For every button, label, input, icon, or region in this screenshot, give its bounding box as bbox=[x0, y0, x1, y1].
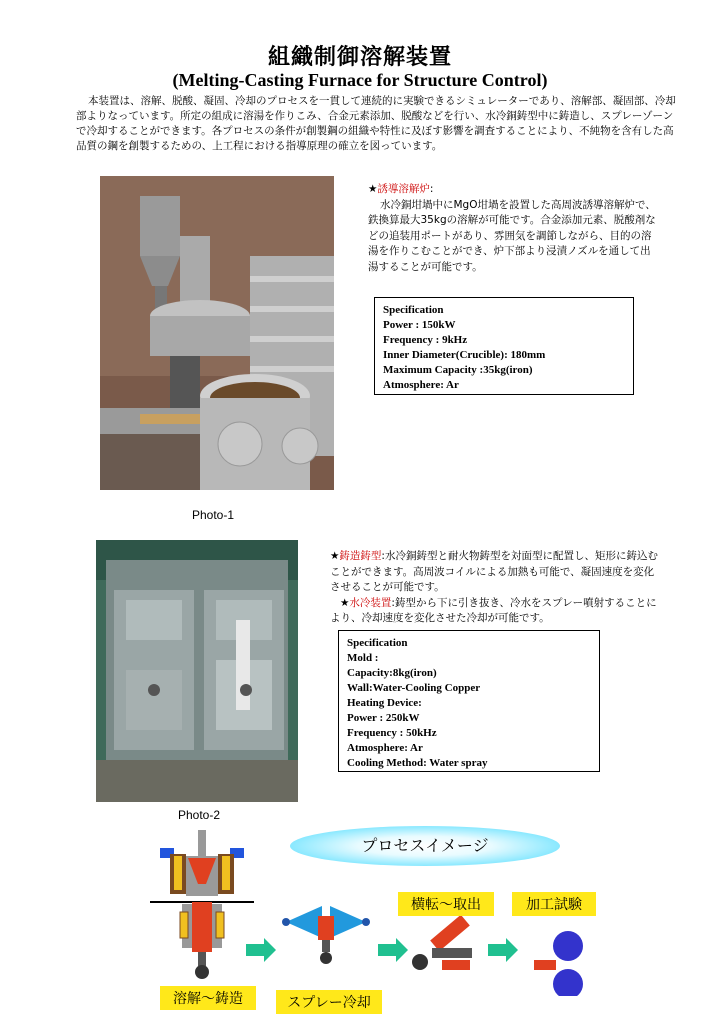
cooling-label: 水冷装置 bbox=[349, 596, 392, 609]
spec-line: Atmosphere: Ar bbox=[383, 379, 459, 391]
furnace-spec-box bbox=[374, 297, 634, 395]
label-colon: : bbox=[429, 183, 434, 195]
melting-casting-icon bbox=[150, 830, 254, 979]
furnace-text: 水冷銅坩堝中にMgO坩堝を設置した高周波誘導溶解炉で、鉄換算最大35kgの溶解が可能です。合金添加元素、脱酸剤などの追装用ポートがあり、雰囲気を調節しながら、目的の溶湯を作りこむことができ、炉下部より浸漬ノズルを通して出湯することが可能です。 bbox=[368, 198, 656, 273]
page-title: 組織制御溶解装置 bbox=[267, 45, 452, 70]
tilt-removal-icon bbox=[412, 915, 472, 970]
process-label-processing-test: 加工試験 bbox=[512, 892, 596, 916]
processing-test-icon bbox=[534, 931, 583, 996]
spec-line: Power : 150kW bbox=[383, 319, 456, 331]
arrow-icon bbox=[378, 938, 408, 962]
photo-1-furnace bbox=[100, 176, 334, 490]
spec-line: Specification bbox=[347, 637, 408, 649]
spec-line: Maximum Capacity :35kg(iron) bbox=[383, 364, 533, 376]
furnace-label: 誘導溶解炉 bbox=[377, 183, 430, 195]
intro-text: 本装置は、溶解、脱酸、凝固、冷却のプロセスを一貫して連続的に実験できるシミュレーターであり、溶解部、凝固部、冷却部よりなっています。所定の組成に溶湯を作りこみ、合金元素添加、脱酸などを行い、水冷銅鋳型中に鋳造し、スプレーゾーンで冷却することができます。各プロセスの条件が創製鋼の組織や特性に及ぼす影響を調査することにより、不純物を含有した高品質の鋼を創製するための、上工程における指導原理の確立を図っています。 bbox=[76, 95, 676, 152]
mold-description bbox=[330, 549, 660, 627]
process-label-spray-cooling: スプレー冷却 bbox=[276, 990, 382, 1014]
process-label-melting-casting: 溶解～鋳造 bbox=[160, 986, 256, 1010]
photo-2-mold bbox=[96, 540, 298, 802]
mold-label: 鋳造鋳型 bbox=[339, 550, 382, 562]
spec-line: Mold : bbox=[347, 652, 379, 664]
spec-line: Power : 250kW bbox=[347, 712, 420, 724]
mold-photo-image bbox=[96, 540, 298, 802]
spec-line: Cooling Method: Water spray bbox=[347, 757, 488, 769]
arrow-icon bbox=[246, 938, 276, 962]
star-icon: ★ bbox=[340, 596, 350, 609]
spray-cooling-icon bbox=[282, 906, 370, 964]
page-subtitle: (Melting-Casting Furnace for Structure Control) bbox=[172, 70, 548, 90]
photo-1-caption: Photo-1 bbox=[192, 508, 235, 522]
furnace-description bbox=[368, 182, 658, 275]
process-label-tilt-removal: 横転～取出 bbox=[398, 892, 494, 916]
intro-paragraph bbox=[76, 94, 676, 154]
mold-spec-box bbox=[338, 630, 600, 772]
label-colon: : bbox=[381, 550, 385, 562]
furnace-photo-image bbox=[100, 176, 334, 490]
spec-line: Inner Diameter(Crucible): 180mm bbox=[383, 349, 546, 361]
mold-text: 水冷銅鋳型と耐火物鋳型を対面型に配置し、矩形に鋳込むことができます。高周波コイルによる加熱も可能で、凝固速度を変化させることが可能です。 bbox=[330, 550, 658, 593]
spec-line: Frequency : 50kHz bbox=[347, 727, 437, 739]
cooling-text: 鋳型から下に引き抜き、冷水をスプレー噴射することにより、冷却速度を変化させた冷却が可能です。 bbox=[330, 596, 657, 624]
spec-line: Specification bbox=[383, 304, 444, 316]
photo-2-caption: Photo-2 bbox=[178, 808, 221, 822]
arrow-icon bbox=[488, 938, 518, 962]
spec-line: Wall:Water-Cooling Copper bbox=[347, 682, 481, 694]
spec-line: Atmosphere: Ar bbox=[347, 742, 423, 754]
spec-line: Capacity:8kg(iron) bbox=[347, 667, 437, 679]
star-icon: ★ bbox=[330, 550, 340, 562]
label-colon: : bbox=[391, 596, 395, 609]
star-icon: ★ bbox=[368, 183, 378, 195]
process-banner: プロセスイメージ bbox=[290, 826, 560, 866]
spec-line: Heating Device: bbox=[347, 697, 422, 709]
spec-line: Frequency : 9kHz bbox=[383, 334, 468, 346]
